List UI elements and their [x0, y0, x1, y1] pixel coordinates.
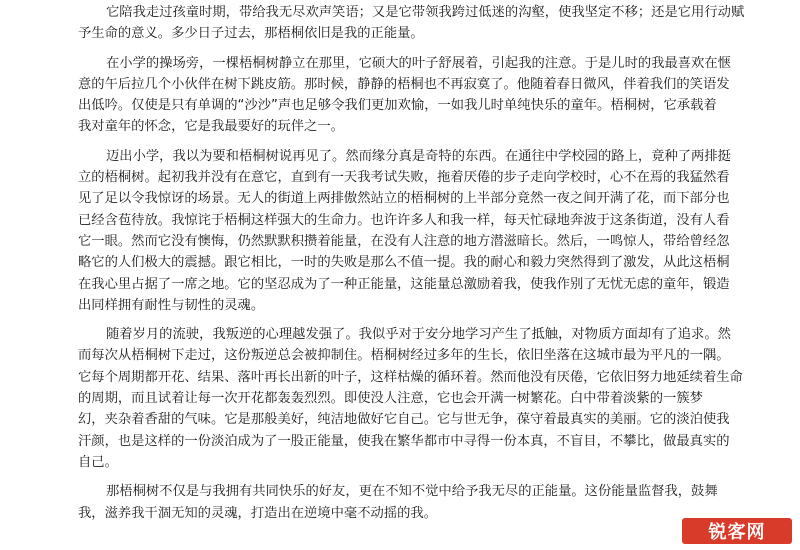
text-line: 予生命的意义。多少日子过去，那梧桐依旧是我的正能量。 — [78, 26, 424, 42]
text-line: 在小学的操场旁，一棵梧桐树静立在那里，它硕大的叶子舒展着，引起我的注意。于是儿时的我最喜欢在惬 — [106, 55, 731, 71]
paragraph — [78, 146, 740, 316]
text-line: 它陪我走过孩童时期，带给我无尽欢声笑语；又是它带领我跨过低迷的沟壑，使我坚定不移；还是它用行动赋 — [106, 5, 745, 20]
paragraph — [78, 481, 740, 524]
text-line: 我，滋养我干涸无知的灵魂，打造出在逆境中毫不动摇的我。 — [78, 505, 438, 521]
paragraph — [78, 53, 740, 138]
text-line: 那梧桐树不仅是与我拥有共同快乐的好友，更在不知不觉中给予我无尽的正能量。这份能量监督我，鼓舞 — [106, 484, 718, 500]
text-line: 出同样拥有耐性与韧性的灵魂。 — [78, 297, 265, 313]
paragraph — [78, 2, 745, 45]
text-line: 它一眼。然而它没有懊悔，仍然默默积攒着能量，在没有人注意的地方潜滋暗长。然后，一鸣惊人，带给曾经忽 — [78, 233, 730, 249]
text-line: 已经含苞待放。我惊诧于梧桐这样强大的生命力。也许许多人和我一样，每天忙碌地奔波于这条街道，没有人看 — [78, 212, 730, 228]
text-line: 我对童年的怀念，它是我最要好的玩伴之一。 — [78, 119, 344, 135]
text-line: 汗颜，也是这样的一份淡泊成为了一股正能量，使我在繁华都市中寻得一份本真，不盲目，不攀比，做最真实的 — [78, 433, 730, 449]
text-line: 出低吟。仅使是只有单调的“沙沙”声也足够令我们更加欢愉，一如我儿时单纯快乐的童年。梧桐树，它承载着 — [78, 98, 717, 114]
watermark-logo — [682, 518, 792, 544]
text-line: 的周期，而且试着让每一次开花都轰轰烈烈。即使没人注意，它也会开满一树繁花。白中带着淡紫的一簇梦 — [78, 391, 703, 407]
text-line: 随着岁月的流驶，我叛逆的心理越发强了。我似乎对于安分地学习产生了抵触，对物质方面却有了追求。然 — [106, 327, 731, 343]
watermark-text: 锐客网 — [708, 522, 766, 543]
text-line: 而每次从梧桐树下走过，这份叛逆总会被抑制住。梧桐树经过多年的生长，依旧坐落在这城市最为平凡的一隅。 — [78, 348, 730, 364]
text-line: 在我心里占据了一席之地。它的坚忍成为了一种正能量，这能量总激励着我，使我作别了无忧无虑的童年，锻造 — [78, 276, 730, 292]
text-line: 迈出小学，我以为要和梧桐树说再见了。然而缘分真是奇特的东西。在通往中学校园的路上，竟种了两排挺 — [106, 148, 731, 164]
paragraph — [78, 324, 743, 473]
text-line: 见了足以令我惊讶的场景。无人的街道上两排傲然站立的梧桐树的上半部分竟然一夜之间开满了花，而下部分也 — [78, 191, 730, 207]
text-line: 略它的人们极大的震撼。跟它相比，一时的失败是那么不值一提。我的耐心和毅力突然得到了激发，从此这梧桐 — [78, 255, 730, 271]
text-line: 立的梧桐树。起初我并没有在意它，直到有一天我考试失败，拖着厌倦的步子走向学校时，心不在焉的我猛然看 — [78, 170, 730, 186]
text-line: 幻，夹杂着香甜的气味。它是那般美好，纯洁地做好它自己。它与世无争，葆守着最真实的美丽。它的淡泊使我 — [78, 412, 730, 428]
text-line: 它每个周期都开花、结果、落叶再长出新的叶子，这样枯燥的循环着。然而他没有厌倦，它依旧努力地延续着生命 — [78, 369, 743, 385]
text-line: 意的午后拉几个小伙伴在树下跳皮筋。那时候，静静的梧桐也不再寂寞了。他随着春日微风，伴着我们的笑语发 — [78, 76, 730, 92]
article-body — [78, 2, 745, 532]
text-line: 自己。 — [78, 454, 118, 470]
